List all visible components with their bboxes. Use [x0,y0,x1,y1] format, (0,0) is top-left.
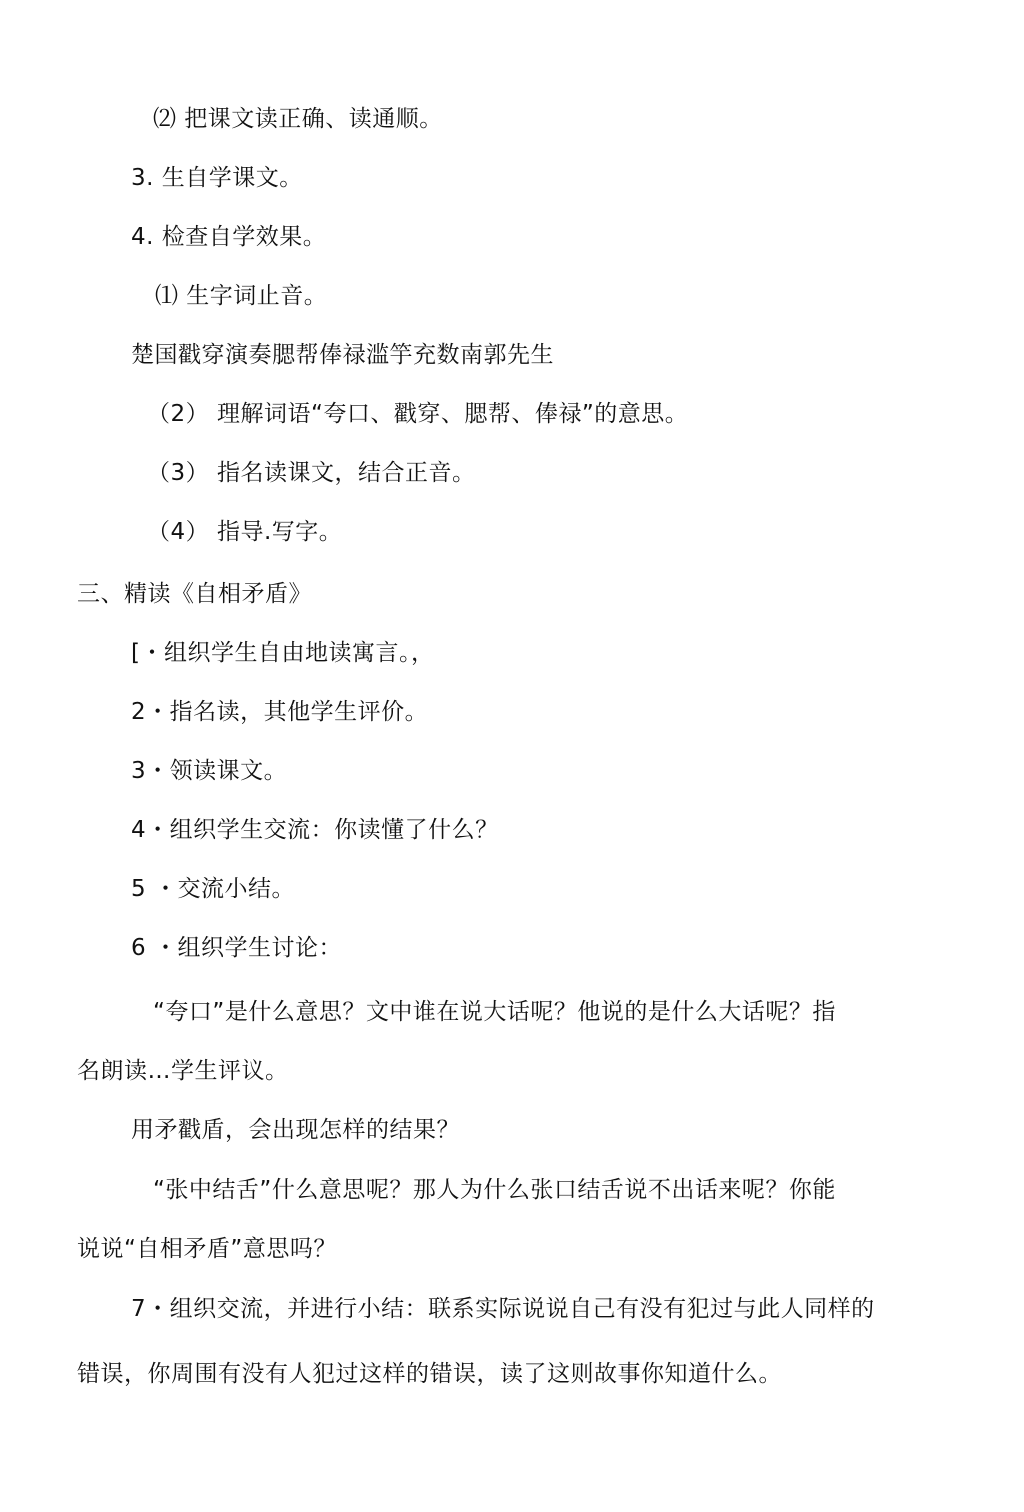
section-heading: 三、精读《自相矛盾》 [77,581,312,607]
text-line-16: “夸口”是什么意思？文中谁在说大话呢？他说的是什么大话呢？指 [153,999,836,1025]
text-line-4: ⑴ 生字词止音。 [155,283,328,309]
text-line-11: 2・指名读，其他学生评价。 [131,699,429,725]
text-line-7: （3） 指名读课文，结合正音。 [147,460,476,486]
text-line-18: 用矛戳盾，会出现怎样的结果？ [131,1117,460,1143]
text-line-2: 3. 生自学课文。 [131,165,303,191]
text-line-14: 5 ・交流小结。 [131,876,295,902]
text-line-22: 错误，你周围有没有人犯过这样的错误，读了这则故事你知道什么。 [77,1361,782,1387]
text-line-1: ⑵ 把课文读正确、读通顺。 [153,106,443,132]
text-line-15: 6 ・组织学生讨论： [131,935,342,961]
text-line-20: 说说“自相矛盾”意思吗？ [77,1236,337,1262]
text-line-17: 名朗读…学生评议。 [77,1058,289,1084]
text-line-19: “张中结舌”什么意思呢？那人为什么张口结舌说不出话来呢？你能 [153,1177,836,1203]
text-line-6: （2） 理解词语“夸口、戳穿、腮帮、俸禄”的意思。 [147,401,689,427]
text-line-21: 7・组织交流，并进行小结：联系实际说说自己有没有犯过与此人同样的 [131,1296,875,1322]
text-line-10: [・组织学生自由地读寓言。， [131,640,435,666]
text-line-8: （4） 指导.写字。 [147,519,343,545]
text-line-3: 4. 检查自学效果。 [131,224,327,250]
text-line-13: 4・组织学生交流：你读懂了什么？ [131,817,499,843]
text-line-12: 3・领读课文。 [131,758,288,784]
text-line-5: 楚国戳穿演奏腮帮俸禄滥竽充数南郭先生 [131,342,554,368]
